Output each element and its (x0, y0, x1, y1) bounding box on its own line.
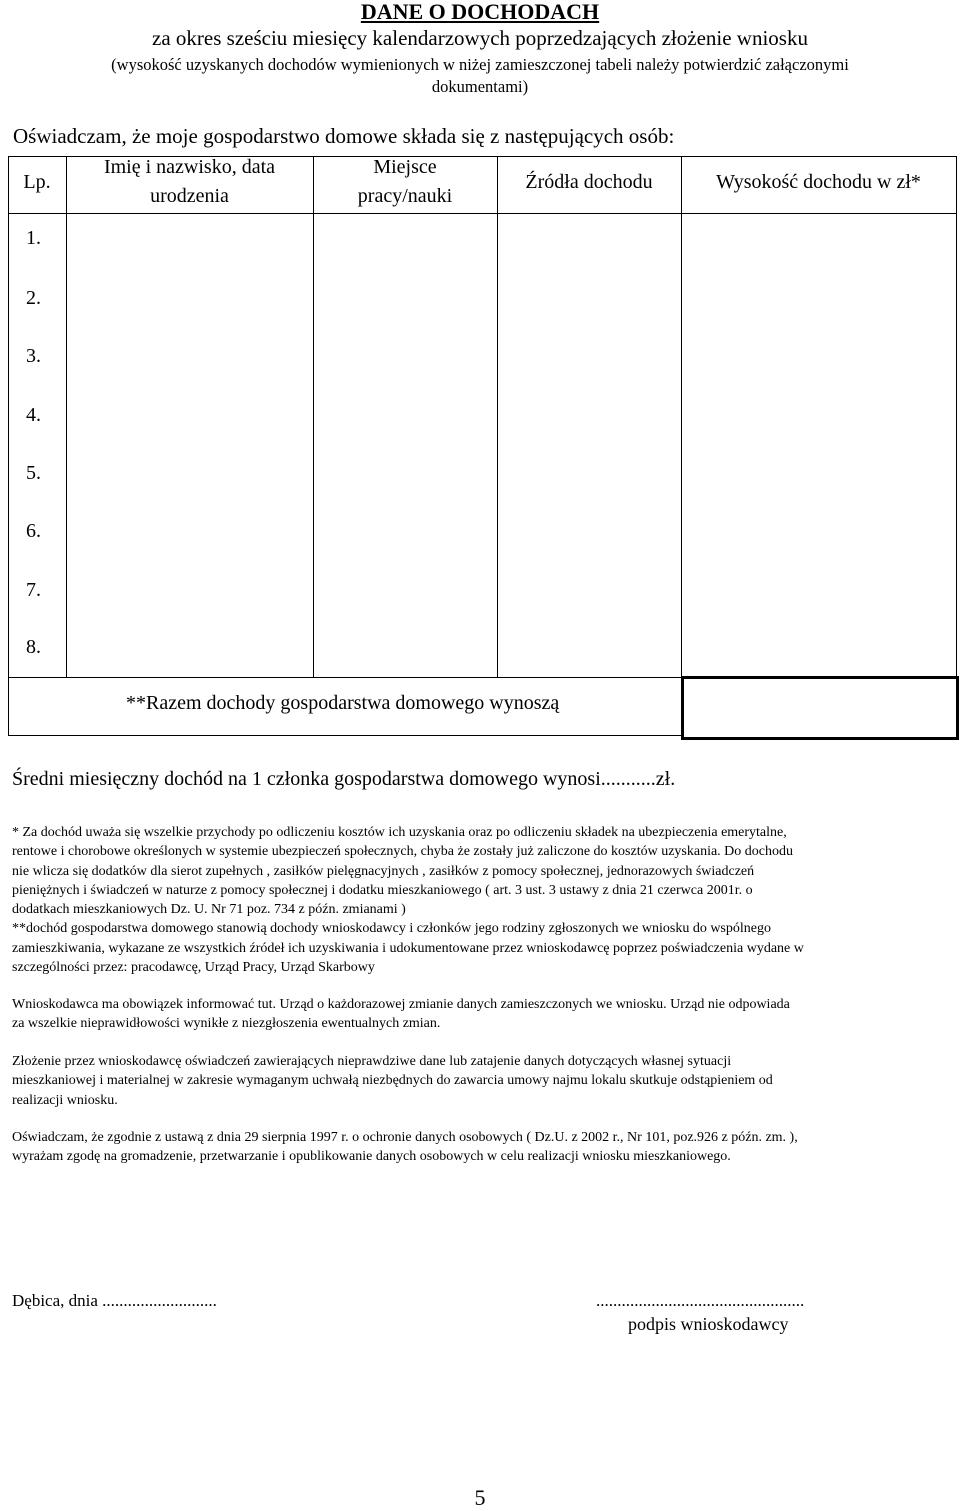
column-header-name-line1: Imię i nazwisko, data (103, 156, 276, 178)
household-statement: Oświadczam, że moje gospodarstwo domowe składa się z następujących osób: (13, 124, 675, 148)
column-header-work-line1: Miejsce (373, 156, 437, 178)
total-income-field[interactable] (681, 676, 959, 740)
row-number-8: 8. (26, 636, 41, 658)
row-number-3: 3. (26, 345, 41, 367)
false-statement-paragraph (12, 1052, 950, 1110)
footnote-line: rentowe i chorobowe określonych w systemie ubezpieczeń społecznych, chyba że zostały już zaliczone do kosztów uzyskania. Do dochodu (12, 844, 794, 860)
paragraph-line: Oświadczam, że zgodnie z ustawą z dnia 29 sierpnia 1997 r. o ochronie danych osobowych ( Dz.U. z 2002 r., Nr 101, poz.926 z późn. zm. ), (12, 1130, 798, 1145)
table-total-divider (8, 677, 681, 678)
footnote-line: dodatkach mieszkaniowych Dz. U. Nr 71 poz. 734 z późn. zmianami ) (12, 902, 406, 918)
paragraph-line: wyrażam zgodę na gromadzenie, przetwarzanie i opublikowanie danych osobowych w celu realizacji wniosku mieszkaniowego. (12, 1149, 731, 1165)
footnote-line: szczególności przez: pracodawcę, Urząd Pracy, Urząd Skarbowy (12, 960, 375, 976)
average-income-line: Średni miesięczny dochód na 1 członka gospodarstwa domowego wynosi...........zł. (12, 768, 676, 790)
signature-line: ................................................. (596, 1291, 805, 1310)
row-number-5: 5. (26, 462, 41, 484)
column-header-sources: Źródła dochodu (525, 171, 653, 193)
row-number-4: 4. (26, 404, 41, 426)
column-header-lp: Lp. (23, 171, 51, 193)
row-number-7: 7. (26, 579, 41, 601)
paragraph-line: za wszelkie nieprawidłowości wynikłe z niezgłoszenia ewentualnych zmian. (12, 1016, 441, 1032)
paragraph-line: Złożenie przez wnioskodawcę oświadczeń zawierających nieprawdziwe dane lub zatajenie danych dotyczących własnej sytuacji (12, 1054, 732, 1069)
documents-note-line2: dokumentami) (431, 77, 529, 96)
paragraph-line: mieszkaniowej i materialnej w zakresie wymaganym uchwałą niezbędnych do zawarcia umowy najmu lokalu skutkuje odstąpieniem od (12, 1073, 773, 1089)
row-number-2: 2. (26, 287, 41, 309)
paragraph-line: realizacji wniosku. (12, 1092, 118, 1108)
data-protection-consent-paragraph (12, 1128, 950, 1167)
row-number-6: 6. (26, 520, 41, 542)
table-border-right (956, 156, 957, 677)
column-header-amount: Wysokość dochodu w zł* (716, 171, 921, 193)
column-divider-lp (66, 156, 67, 677)
table-header-divider (8, 213, 957, 214)
footnote-line: **dochód gospodarstwa domowego stanowią dochody wnioskodawcy i członków jego rodziny zgłoszonych we wniosku do wspólnego (12, 921, 771, 937)
total-income-label: **Razem dochody gospodarstwa domowego wynoszą (126, 692, 560, 714)
paragraph-line: Wnioskodawca ma obowiązek informować tut. Urząd o każdorazowej zmianie danych zamieszczonych we wniosku. Urząd nie odpowiada (12, 997, 790, 1012)
footnote-line: * Za dochód uważa się wszelkie przychody po odliczeniu kosztów ich uzyskania oraz po odliczeniu składek na ubezpieczenia emerytalne, (12, 825, 787, 840)
document-subtitle: za okres sześciu miesięcy kalendarzowych poprzedzających złożenie wniosku (152, 26, 808, 50)
row-number-1: 1. (26, 227, 41, 249)
document-title: DANE O DOCHODACH (360, 0, 600, 24)
column-header-name-line2: urodzenia (150, 185, 229, 207)
column-divider-work (497, 156, 498, 677)
footnote-line: zamieszkiwania, wykazane ze wszystkich źródeł ich uzyskiwania i udokumentowane przez wnioskodawcę poprzez poświadczenia wydane w (12, 940, 804, 956)
column-header-work-line2: pracy/nauki (357, 185, 453, 207)
signature-label: podpis wnioskodawcy (628, 1314, 789, 1334)
table-border-bottom (8, 735, 681, 736)
documents-note-line1: (wysokość uzyskanych dochodów wymienionych w niżej zamieszczonej tabeli należy potwierdzić załączonymi (111, 55, 849, 74)
table-border-left (8, 156, 9, 736)
footnote-line: pieniężnych i świadczeń w naturze z pomocy społecznej i dodatku mieszkaniowego ( art. 3 ust. 3 ustawy z dnia 21 czerwca 2001r. o (12, 882, 753, 898)
footnote-line: nie wlicza się dodatków dla sierot zupełnych , zasiłków pielęgnacyjnych , zasiłków z pomocy społecznej, jednorazowych świadczeń (12, 863, 755, 879)
page-number: 5 (474, 1485, 486, 1510)
change-notification-paragraph (12, 995, 950, 1034)
column-divider-sources (681, 156, 682, 677)
income-definition-footnote (12, 823, 950, 977)
place-and-date-field: Dębica, dnia ........................... (12, 1291, 217, 1310)
column-divider-name (313, 156, 314, 677)
